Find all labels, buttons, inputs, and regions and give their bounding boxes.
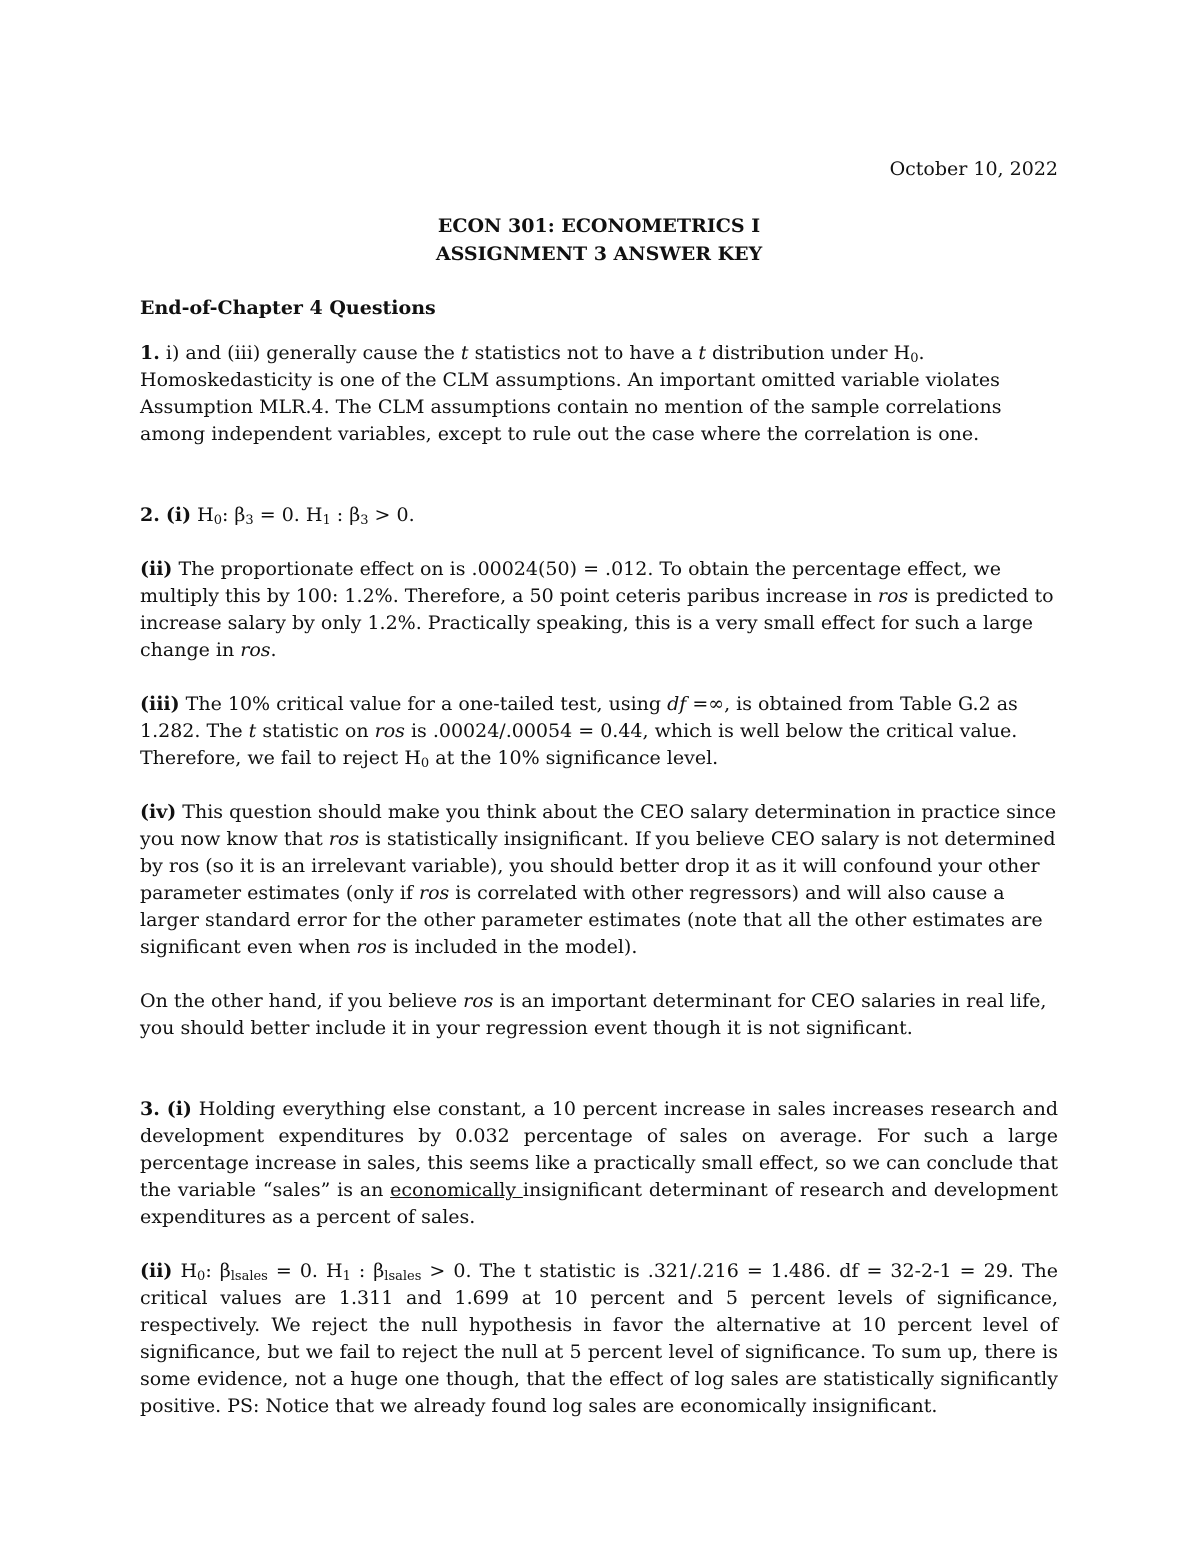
part-label: (i) xyxy=(166,1098,192,1120)
question-2-part-i: 2. (i) $H_0$: $\beta_3 = 0$. $H_1$ : $\beta_3 > 0$. xyxy=(140,504,415,528)
document-title xyxy=(140,212,1058,268)
question-3-part-i: 3. (i) Holding everything else constant, a 10 percent increase in sales increases research and development expenditures by 0.032 percentage of sales on average. For such a large percentage increase in sales, this seems like a practically small effect, so we can conclude that the variable “sales” is an economically insignificant determinant of research and development expenditures as a percent of sales. xyxy=(140,1098,1059,1228)
part-label: (iii) xyxy=(140,693,180,715)
part-label: (i) xyxy=(165,504,192,526)
question-2-other-hand: On the other hand, if you believe ros is an important determinant for CEO salaries in real life, you should better include it in your regression event though it is not significant. xyxy=(140,990,1047,1039)
question-2-part-iv: (iv) This question should make you think about the CEO salary determination in practice since you now know that ros is statistically insignificant. If you believe CEO salary is not determined by ros (so it is an irrelevant variable), you should better drop it as it will confound your other parameter estimates (only if ros is correlated with other regressors) and will also cause a larger standard error for the other parameter estimates (note that all the other estimates are significant even when ros is included in the model). xyxy=(140,801,1057,958)
underlined-term: economically xyxy=(390,1179,523,1201)
question-number: 1. xyxy=(140,342,160,364)
document-page xyxy=(140,156,1058,1420)
document-date: October 10, 2022 xyxy=(889,158,1058,180)
part-label: (ii) xyxy=(140,558,173,580)
question-1-answer: 1. i) and (iii) generally cause the t statistics not to have a t distribution under $H_0$. Homoskedasticity is one of the CLM assumptions. An important omitted variable violates Assumption MLR.4. The CLM assumptions contain no mention of the sample correlations among independent variables, except to rule out the case where the correlation is one. xyxy=(140,342,1002,445)
part-label: (ii) xyxy=(140,1260,173,1282)
question-number: 3. xyxy=(140,1098,160,1120)
question-2-part-ii: (ii) The proportionate effect on is .00024(50) = .012. To obtain the percentage effect, we multiply this by 100: 1.2%. Therefore, a 50 point ceteris paribus increase in ros is predicted to increase salary by only 1.2%. Practically speaking, this is a very small effect for such a large change in ros. xyxy=(140,558,1054,661)
course-title: ECON 301: ECONOMETRICS I xyxy=(437,215,761,237)
question-number: 2. xyxy=(140,504,160,526)
question-2-part-iii: (iii) The 10% critical value for a one-tailed test, using df =∞, is obtained from Table G.2 as 1.282. The t statistic on ros is .00024/.00054 = 0.44, which is well below the critical value. Therefore, we fail to reject $H_0$ at the 10% significance level. xyxy=(140,693,1018,771)
section-heading: End-of-Chapter 4 Questions xyxy=(140,297,436,319)
assignment-title: ASSIGNMENT 3 ANSWER KEY xyxy=(435,243,763,265)
part-label: (iv) xyxy=(140,801,177,823)
question-3-part-ii: (ii) $H_0$: $\beta_{lsales} = 0$. $H_1$ : $\beta_{lsales} > 0$. The t statistic is .321/.216 = 1.486. df = 32-2-1 = 29. The critical values are 1.311 and 1.699 at 10 percent and 5 percent levels of significance, respectively. We reject the null hypothesis in favor the alternative at 10 percent level of significance, but we fail to reject the null at 5 percent level of significance. To sum up, there is some evidence, not a huge one though, that the effect of log sales are statistically significantly positive. PS: Notice that we already found log sales are economically insignificant. xyxy=(140,1260,1059,1417)
